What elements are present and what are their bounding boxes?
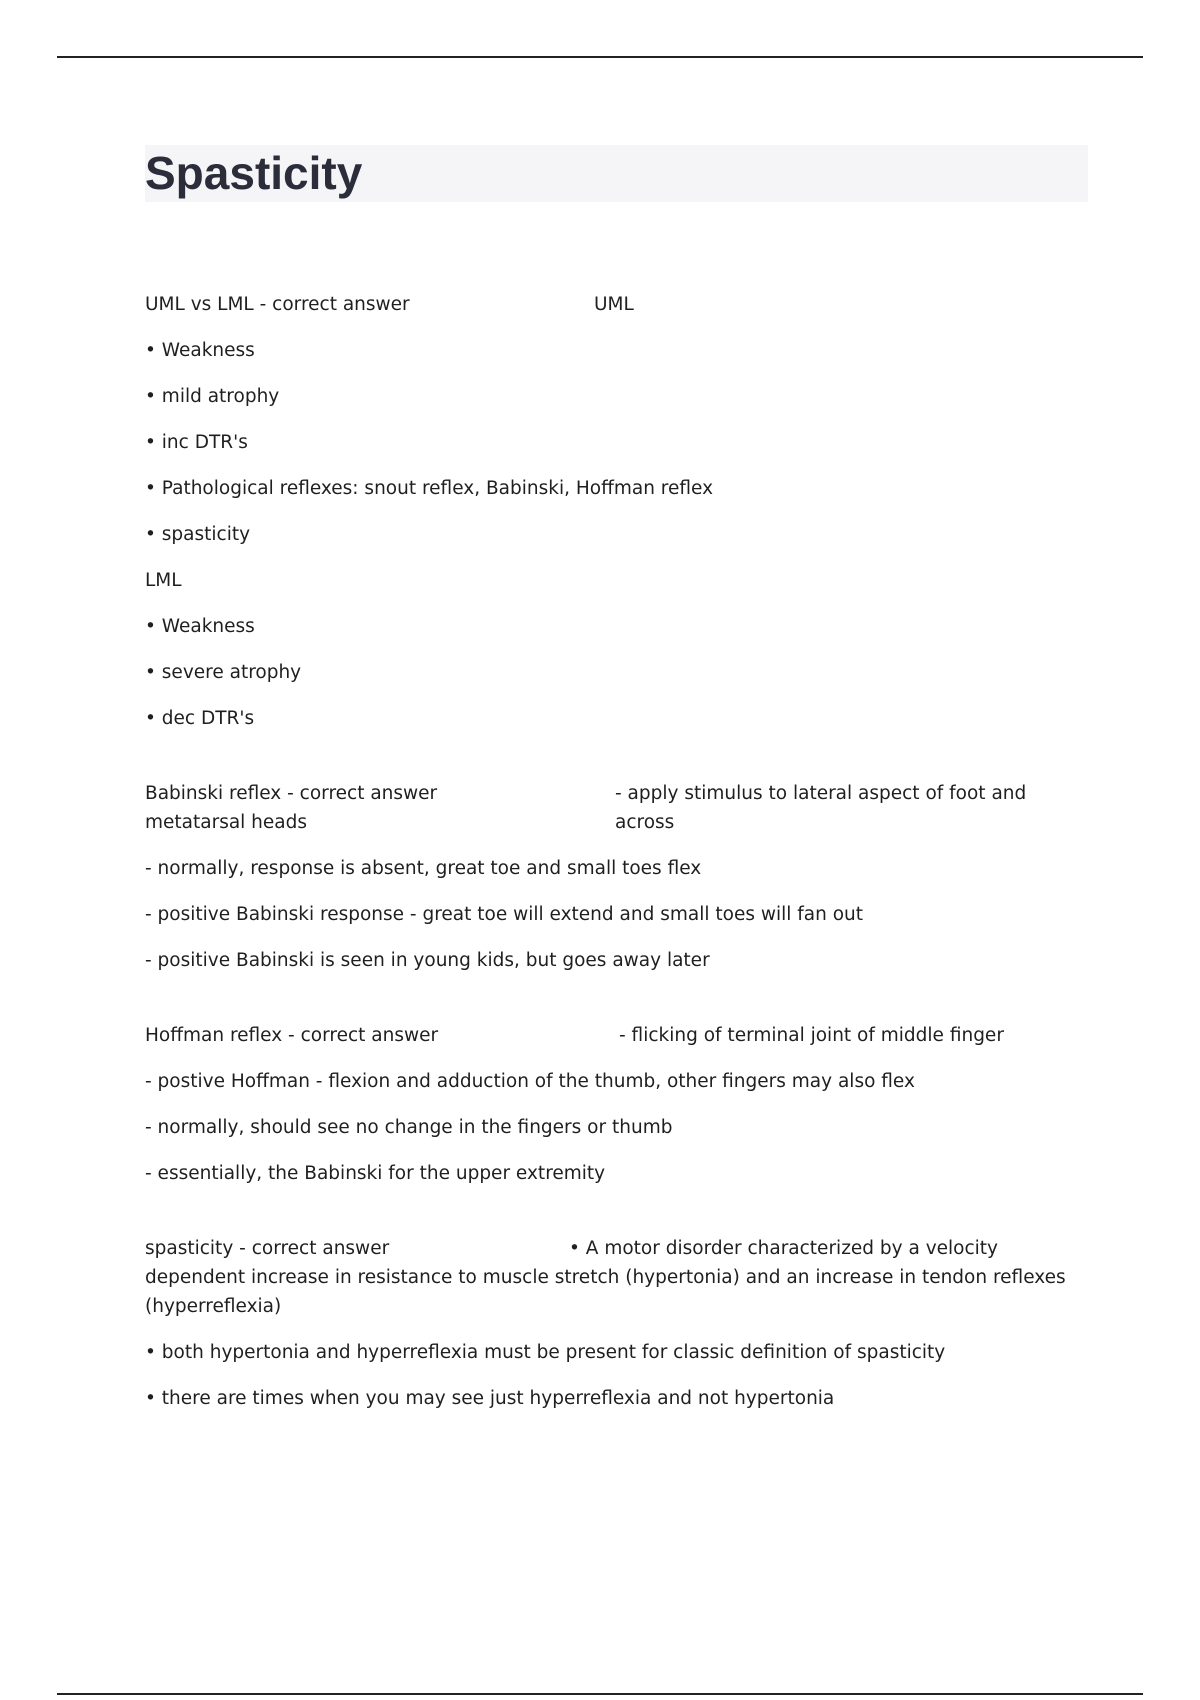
card-question-line (145, 779, 1085, 837)
card-answer-continued: metatarsal heads (145, 812, 308, 833)
flashcard (145, 779, 1085, 975)
card-answer: UML (594, 294, 634, 315)
flashcard-list (145, 290, 1085, 1413)
flashcard (145, 1021, 1085, 1188)
card-detail: • Pathological reflexes: snout reflex, Babinski, Hoffman reflex (145, 478, 714, 499)
card-term: UML vs LML - correct answer (145, 294, 410, 315)
card-detail: - postive Hoffman - flexion and adduction of the thumb, other fingers may also flex (145, 1071, 915, 1092)
card-term: Hoffman reflex - correct answer (145, 1025, 439, 1046)
card-detail: • dec DTR's (145, 708, 255, 729)
card-detail: - normally, should see no change in the fingers or thumb (145, 1117, 673, 1138)
card-detail: - positive Babinski response - great toe will extend and small toes will fan out (145, 904, 864, 925)
card-answer: - flicking of terminal joint of middle finger (619, 1025, 1004, 1046)
card-answer: - apply stimulus to lateral aspect of foot and across (615, 783, 1027, 833)
flashcard (145, 1234, 1085, 1413)
bottom-divider (57, 1693, 1143, 1695)
card-question-line (145, 1021, 1085, 1050)
card-detail: - normally, response is absent, great toe and small toes flex (145, 858, 702, 879)
card-subheading: LML (145, 570, 182, 591)
card-detail: • Weakness (145, 340, 255, 361)
card-detail: • severe atrophy (145, 662, 302, 683)
card-term: spasticity - correct answer (145, 1238, 390, 1259)
card-detail: - positive Babinski is seen in young kids, but goes away later (145, 950, 710, 971)
card-answer: • A motor disorder characterized by a velocity (569, 1238, 998, 1259)
card-detail: - essentially, the Babinski for the upper extremity (145, 1163, 606, 1184)
card-detail: • both hypertonia and hyperreflexia must be present for classic definition of spasticity (145, 1342, 946, 1363)
card-detail: • there are times when you may see just hyperreflexia and not hypertonia (145, 1388, 835, 1409)
card-detail: • inc DTR's (145, 432, 248, 453)
card-question-line (145, 1234, 1085, 1321)
top-divider (57, 56, 1143, 58)
flashcard (145, 290, 1085, 733)
card-question-line (145, 290, 1085, 319)
card-detail: • Weakness (145, 616, 255, 637)
card-term: Babinski reflex - correct answer (145, 783, 438, 804)
page-title: Spasticity (145, 147, 363, 199)
card-detail: • spasticity (145, 524, 251, 545)
card-detail: • mild atrophy (145, 386, 280, 407)
card-answer-continued: dependent increase in resistance to muscle stretch (hypertonia) and an increase in tendon reflexes (hyperreflexia) (145, 1267, 1066, 1317)
